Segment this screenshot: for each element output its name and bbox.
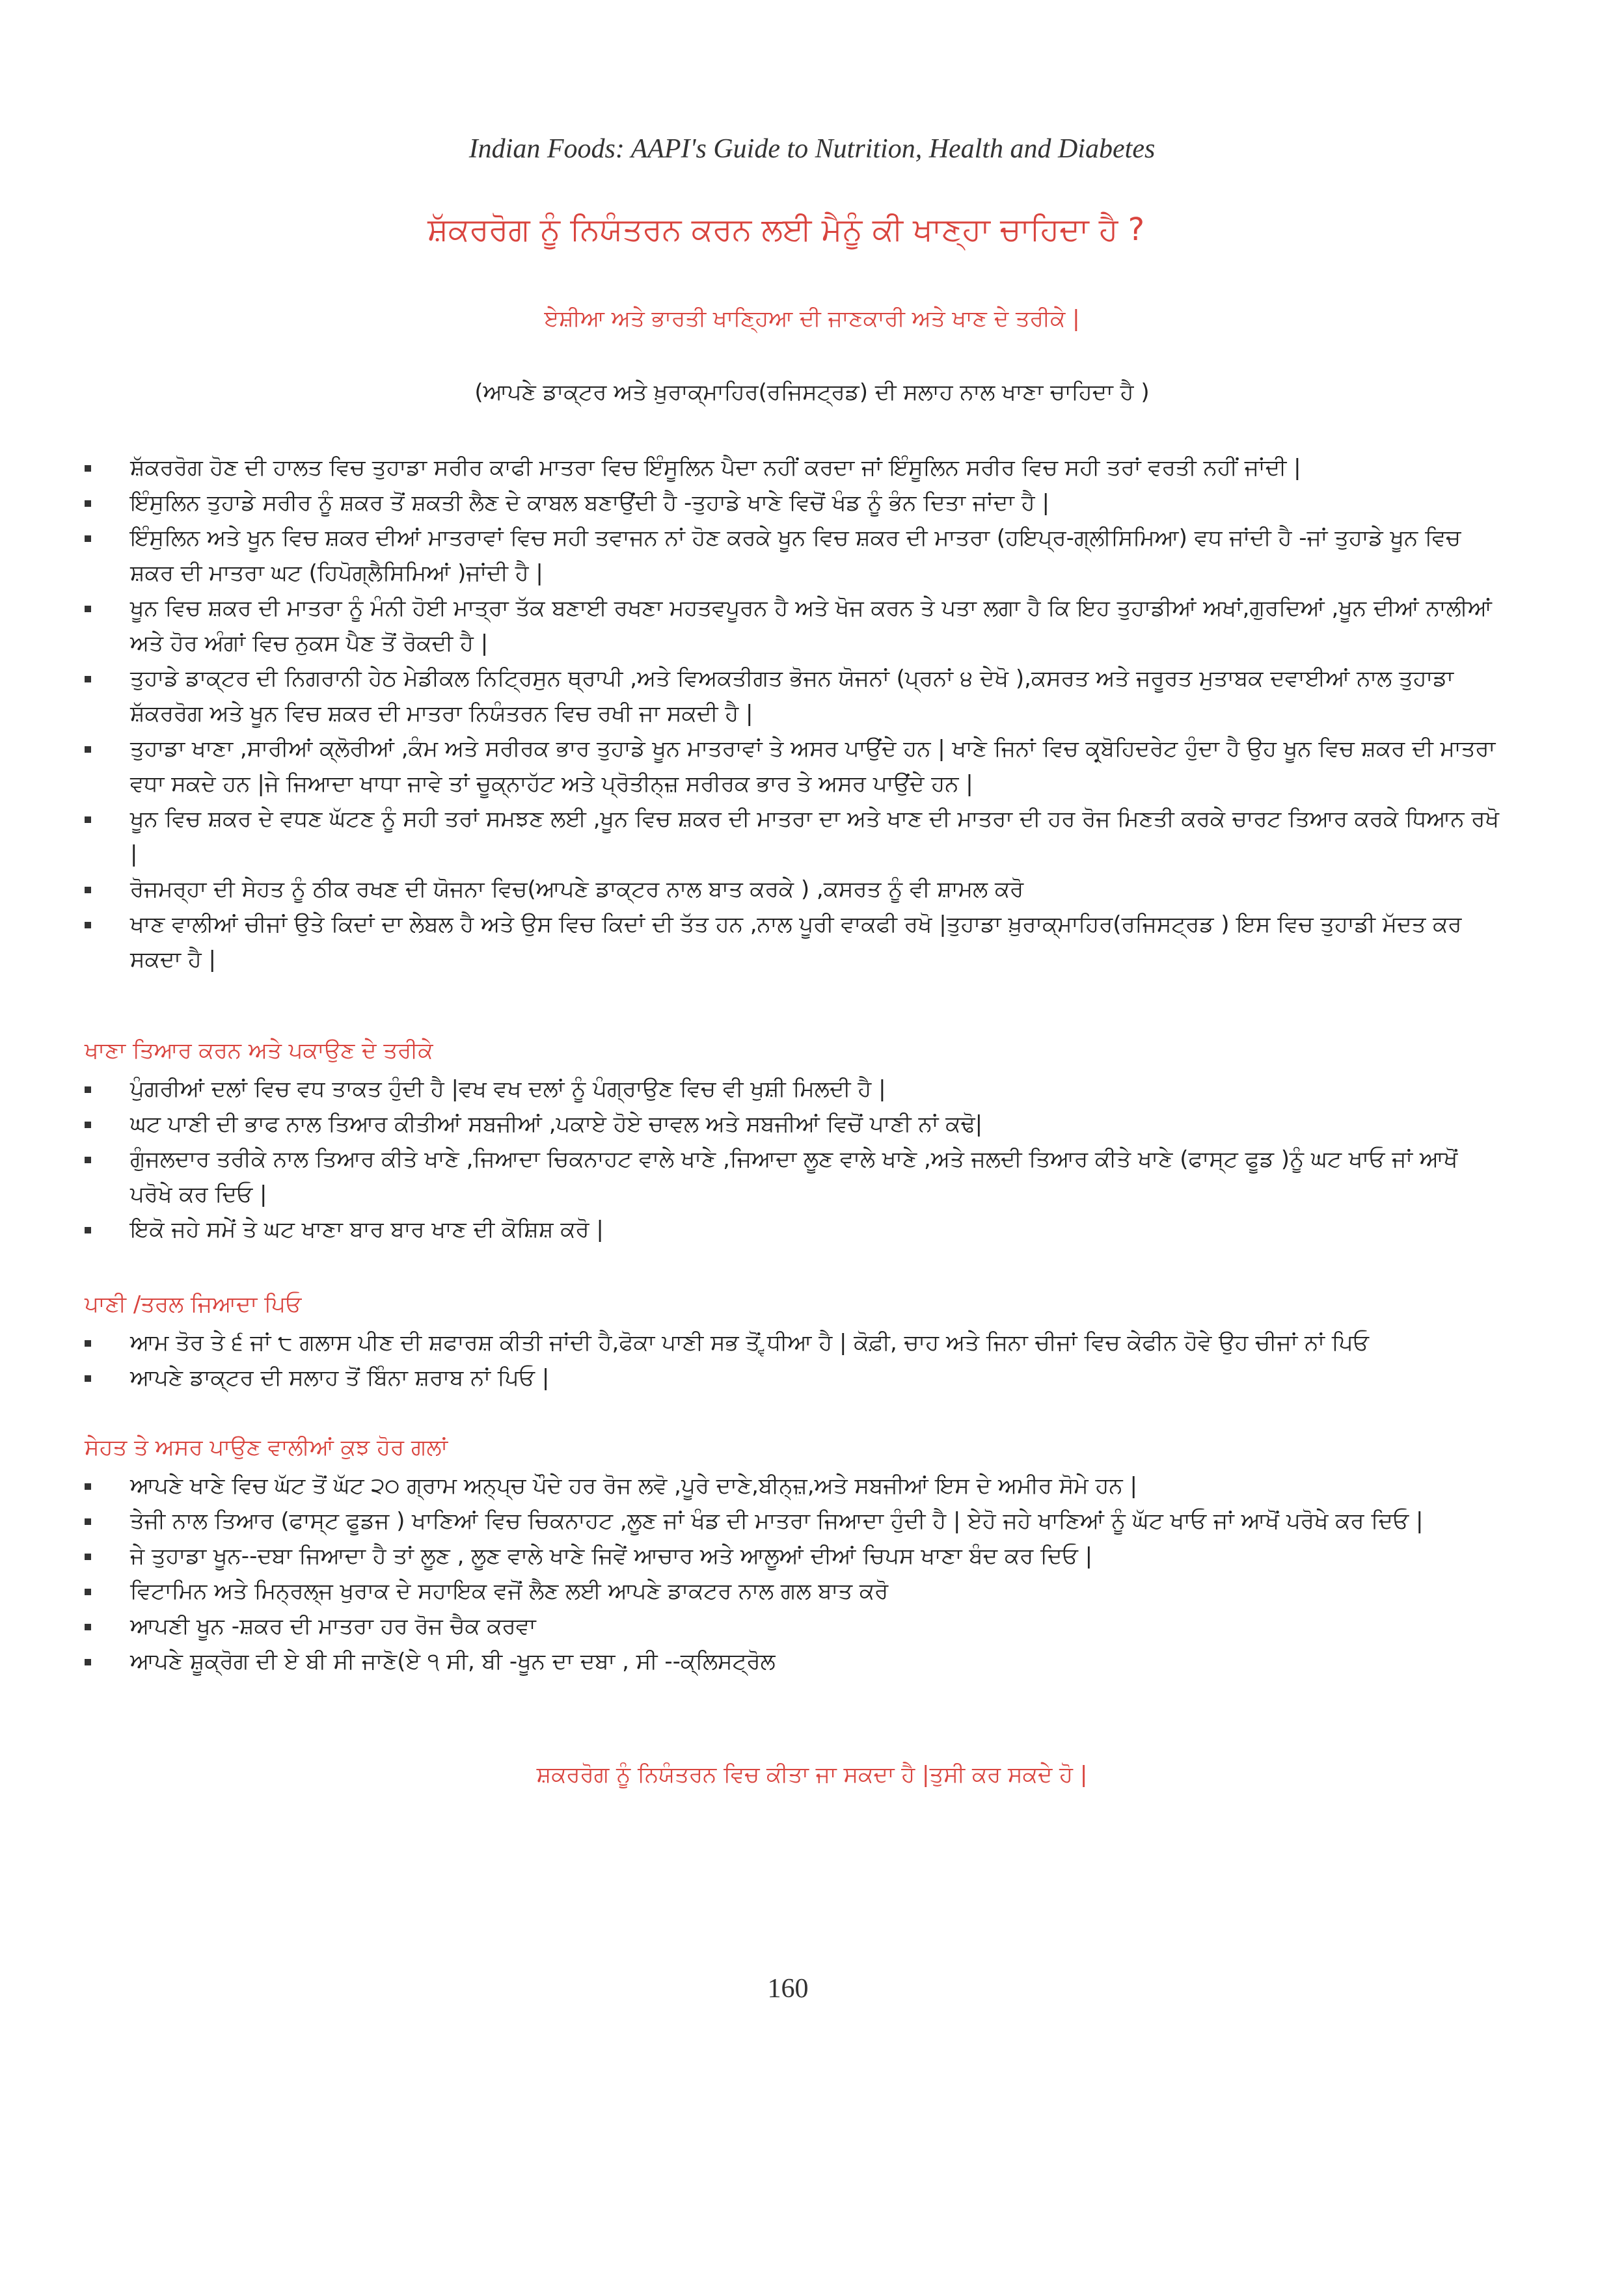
list-item-text: ਤੁਹਾਡੇ ਡਾਕ੍ਟਰ ਦੀ ਨਿਗਰਾਨੀ ਹੇਠ ਮੇਡੀਕਲ ਨਿਟ੍ਰਿਸੁਨ ਥ੍ਰਾਪੀ ,ਅਤੇ ਵਿਅਕਤੀਗਤ ਭੋਜਨ ਯੋਜਨਾਂ (ਪ੍ਰਨਾਂ ੪ ਦੇਖੋ ),ਕਸਰਤ ਅਤੇ ਜਰੂਰਤ ਮੁਤਾਬਕ ਦਵਾਈਆਂ ਨਾਲ ਤੁਹਾਡਾ ਸ਼ੱਕਰਰੋਗ ਅਤੇ ਖੂਨ ਵਿਚ ਸ਼ਕਰ ਦੀ ਮਾਤਰਾ ਨਿਯੰਤਰਨ ਵਿਚ ਰਖੀ ਜਾ ਸਕਦੀ ਹੈ | [130, 666, 1454, 727]
bullet-marker [85, 1659, 91, 1665]
list-item [85, 1107, 1503, 1142]
bullet-marker [85, 1483, 91, 1490]
list-item-text: ਰੋਜਮਰ੍ਹਾ ਦੀ ਸੇਹਤ ਨੂੰ ਠੀਕ ਰਖਣ ਦੀ ਯੋਜਨਾ ਵਿਚ(ਆਪਣੇ ਡਾਕ੍ਟਰ ਨਾਲ ਬਾਤ ਕਰਕੇ ) ,ਕਸਰਤ ਨੂੰ ਵੀ ਸ਼ਾਮਲ ਕਰੋ [130, 876, 1024, 902]
cooking-list-block [85, 1071, 1503, 1247]
list-item-text: ਜੇ ਤੁਹਾਡਾ ਖੂਨ--ਦਬਾ ਜਿਆਦਾ ਹੈ ਤਾਂ ਲੂਣ , ਲੂਣ ਵਾਲੇ ਖਾਣੇ ਜਿਵੇਂ ਆਚਾਰ ਅਤੇ ਆਲੂਆਂ ਦੀਆਂ ਚਿਪਸ ਖਾਣਾ ਬੰਦ ਕਰ ਦਿਓ | [130, 1543, 1093, 1569]
running-head: Indian Foods: AAPI's Guide to Nutrition, Health and Diabetes [468, 134, 1156, 164]
bullet-marker [85, 465, 91, 472]
bullet-marker [85, 746, 91, 753]
bullet-marker [85, 1589, 91, 1595]
bullet-marker [85, 1157, 91, 1163]
list-item-text: ਵਿਟਾਮਿਨ ਅਤੇ ਮਿਨ੍ਰਲ੍ਜ ਖੁਰਾਕ ਦੇ ਸਹਾਇਕ ਵਜੋਂ ਲੈਣ ਲਈ ਆਪਣੇ ਡਾਕਟਰ ਨਾਲ ਗਲ ਬਾਤ ਕਰੋ [130, 1578, 889, 1604]
page-title: ਸ਼ੱਕਰਰੋਗ ਨੂੰ ਨਿਯੰਤਰਨ ਕਰਨ ਲਈ ਮੈਨੂੰ ਕੀ ਖਾਣ੍ਹਾ ਚਾਹਿਦਾ ਹੈ ? [427, 211, 1145, 248]
bullet-marker [85, 676, 91, 682]
bullet-marker [85, 1086, 91, 1093]
list-item-text: ਗੁੰਜਲਦਾਰ ਤਰੀਕੇ ਨਾਲ ਤਿਆਰ ਕੀਤੇ ਖਾਣੇ ,ਜਿਆਦਾ ਚਿਕਨਾਹਟ ਵਾਲੇ ਖਾਣੇ ,ਜਿਆਦਾ ਲੂਣ ਵਾਲੇ ਖਾਣੇ ,ਅਤੇ ਜਲਦੀ ਤਿਆਰ ਕੀਤੇ ਖਾਣੇ (ਫਾਸ੍ਟ ਫੂਡ )ਨੂੰ ਘਟ ਖਾਓ ਜਾਂ ਆਖੋਂ ਪਰੋਖੇ ਕਰ ਦਿਓ | [130, 1146, 1458, 1207]
list-item-text: ਤੁਹਾਡਾ ਖਾਣਾ ,ਸਾਰੀਆਂ ਕ੍ਲੋਰੀਆਂ ,ਕੰਮ ਅਤੇ ਸਰੀਰਕ ਭਾਰ ਤੁਹਾਡੇ ਖੂਨ ਮਾਤਰਾਵਾਂ ਤੇ ਅਸਰ ਪਾਉਂਦੇ ਹਨ | ਖਾਣੇ ਜਿਨਾਂ ਵਿਚ ਕਰ੍ਬੋਹਿਦਰੇਟ ਹੁੰਦਾ ਹੈ ਉਹ ਖੂਨ ਵਿਚ ਸ਼ਕਰ ਦੀ ਮਾਤਰਾ ਵਧਾ ਸਕਦੇ ਹਨ |ਜੇ ਜਿਆਦਾ ਖਾਧਾ ਜਾਵੇ ਤਾਂ ਚੂਕ੍ਨਾਹੱਟ ਅਤੇ ਪ੍ਰੋਤੀਨ੍ਜ਼ ਸਰੀਰਕ ਭਾਰ ਤੇ ਅਸਰ ਪਾਉਂਦੇ ਹਨ | [130, 736, 1496, 797]
water-bullet-list [85, 1325, 1503, 1395]
list-item-text: ਇੰਸੁਲਿਨ ਅਤੇ ਖੂਨ ਵਿਚ ਸ਼ਕਰ ਦੀਆਂ ਮਾਤਰਾਵਾਂ ਵਿਚ ਸਹੀ ਤਵਾਜਨ ਨਾਂ ਹੋਣ ਕਰਕੇ ਖੂਨ ਵਿਚ ਸ਼ਕਰ ਦੀ ਮਾਤਰਾ (ਹਇਪ੍ਰ-ਗ੍ਲੀਸਿਮਿਆ) ਵਧ ਜਾਂਦੀ ਹੈ -ਜਾਂ ਤੁਹਾਡੇ ਖੂਨ ਵਿਚ ਸ਼ਕਰ ਦੀ ਮਾਤਰਾ ਘਟ (ਹਿਪੋਗ੍ਲੈਸਿਮਿਆਂ )ਜਾਂਦੀ ਹੈ | [130, 525, 1461, 586]
bullet-marker [85, 922, 91, 928]
list-item [85, 520, 1503, 591]
list-item-text: ਖੂਨ ਵਿਚ ਸ਼ਕਰ ਦੀ ਮਾਤਰਾ ਨੂੰ ਮੰਨੀ ਹੋਈ ਮਾਤ੍ਰਾ ਤੱਕ ਬਣਾਈ ਰਖਣਾ ਮਹਤਵਪੂਰਨ ਹੈ ਅਤੇ ਖੋਜ ਕਰਨ ਤੇ ਪਤਾ ਲਗਾ ਹੈ ਕਿ ਇਹ ਤੁਹਾਡੀਆਂ ਅਖਾਂ,ਗੁਰਦਿਆਂ ,ਖੂਨ ਦੀਆਂ ਨਾਲੀਆਂ ਅਤੇ ਹੋਰ ਅੰਗਾਂ ਵਿਚ ਨੁਕਸ ਪੈਣ ਤੋਂ ਰੋਕਦੀ ਹੈ | [130, 595, 1492, 656]
bullet-marker [85, 1554, 91, 1560]
health-list-block [85, 1468, 1503, 1679]
list-item [85, 907, 1503, 977]
list-item-text: ਆਪਣੇ ਸ਼ੂਕ੍ਰੋਗ ਦੀ ਏ ਬੀ ਸੀ ਜਾਣੋ(ਏ ੧ ਸੀ, ਬੀ -ਖੂਨ ਦਾ ਦਬਾ , ਸੀ --ਕ੍ਲਿਸਟ੍ਰੋਲ [130, 1649, 776, 1675]
bullet-marker [85, 1227, 91, 1233]
list-item-text: ਆਪਣੇ ਖਾਣੇ ਵਿਚ ਘੱਟ ਤੋਂ ਘੱਟ ੨੦ ਗ੍ਰਾਮ ਅਨ੍ਪ੍ਚ ਪੌਦੇ ਹਰ ਰੋਜ ਲਵੋ ,ਪੂਰੇ ਦਾਣੇ,ਬੀਨ੍ਜ਼,ਅਤੇ ਸਬਜੀਆਂ ਇਸ ਦੇ ਅਮੀਰ ਸੋਮੇ ਹਨ | [130, 1473, 1137, 1499]
list-item-text: ਇਕੋ ਜਹੇ ਸਮੇਂ ਤੇ ਘਟ ਖਾਣਾ ਬਾਰ ਬਾਰ ਖਾਣ ਦੀ ਕੋਸ਼ਿਸ਼ ਕਰੋ | [130, 1217, 604, 1243]
section-heading-water: ਪਾਣੀ /ਤਰਲ ਜਿਆਦਾ ਪਿਓ [85, 1291, 302, 1317]
list-item [85, 801, 1503, 872]
bullet-marker [85, 1340, 91, 1347]
intro-bullet-list [85, 450, 1503, 977]
list-item [85, 1644, 1503, 1679]
list-item [85, 485, 1503, 520]
list-item-text: ਇੰਸੁਲਿਨ ਤੁਹਾਡੇ ਸਰੀਰ ਨੂੰ ਸ਼ਕਰ ਤੋਂ ਸ਼ਕਤੀ ਲੈਣ ਦੇ ਕਾਬਲ ਬਣਾਉਂਦੀ ਹੈ -ਤੁਹਾਡੇ ਖਾਣੇ ਵਿਚੋਂ ਖੰਡ ਨੂੰ ਭੰਨ ਦਿਤਾ ਜਾਂਦਾ ਹੈ | [130, 490, 1049, 516]
list-item-text: ਖਾਣ ਵਾਲੀਆਂ ਚੀਜਾਂ ਉਤੇ ਕਿਦਾਂ ਦਾ ਲੇਬਲ ਹੈ ਅਤੇ ਉਸ ਵਿਚ ਕਿਦਾਂ ਦੀ ਤੱਤ ਹਨ ,ਨਾਲ ਪੂਰੀ ਵਾਕਫੀ ਰਖੋ |ਤੁਹਾਡਾ ਖ਼ੁਰਾਕ੍ਮਾਹਿਰ(ਰਜਿਸਟ੍ਰਡ ) ਇਸ ਵਿਚ ਤੁਹਾਡੀ ਮੱਦਤ ਕਰ ਸਕਦਾ ਹੈ | [130, 911, 1462, 973]
list-item-text: ਆਪਣੀ ਖੂਨ -ਸ਼ਕਰ ਦੀ ਮਾਤਰਾ ਹਰ ਰੋਜ ਚੈਕ ਕਰਵਾ [130, 1613, 536, 1639]
intro-list-block [85, 450, 1503, 977]
page-number: 160 [767, 1974, 809, 2004]
list-item [85, 1539, 1503, 1574]
section-heading-cooking: ਖਾਣਾ ਤਿਆਰ ਕਰਨ ਅਤੇ ਪਕਾਉਣ ਦੇ ਤਰੀਕੇ [85, 1038, 433, 1064]
list-item [85, 1071, 1503, 1107]
water-list-block [85, 1325, 1503, 1395]
list-item [85, 1574, 1503, 1609]
bullet-marker [85, 1375, 91, 1382]
list-item-text: ਪੁੰਗਰੀਆਂ ਦਲਾਂ ਵਿਚ ਵਧ ਤਾਕਤ ਹੁੰਦੀ ਹੈ |ਵਖ ਵਖ ਦਲਾਂ ਨੂੰ ਪੰਗ੍ਰਾਉਣ ਵਿਚ ਵੀ ਖੁਸ਼ੀ ਮਿਲਦੀ ਹੈ | [130, 1076, 886, 1102]
list-item-text: ਆਮ ਤੋਰ ਤੇ ੬ ਜਾਂ ੮ ਗਲਾਸ ਪੀਣ ਦੀ ਸ਼ਫਾਰਸ਼ ਕੀਤੀ ਜਾਂਦੀ ਹੈ,ਫੋਕਾ ਪਾਣੀ ਸਭ ਤੋਂ ਵ੍ਧੀਆ ਹੈ | ਕੋਫ਼ੀ, ਚਾਹ ਅਤੇ ਜਿਨਾ ਚੀਜਾਂ ਵਿਚ ਕੇਫੀਨ ਹੋਵੇ ਉਹ ਚੀਜਾਂ ਨਾਂ ਪਿਓ [130, 1330, 1370, 1356]
list-item [85, 1609, 1503, 1644]
list-item [85, 661, 1503, 731]
health-bullet-list [85, 1468, 1503, 1679]
list-item [85, 1325, 1503, 1360]
list-item [85, 1360, 1503, 1395]
bullet-marker [85, 1518, 91, 1525]
list-item [85, 591, 1503, 661]
list-item [85, 450, 1503, 485]
bullet-marker [85, 1122, 91, 1128]
section-heading-health: ਸੇਹਤ ਤੇ ਅਸਰ ਪਾਉਣ ਵਾਲੀਆਂ ਕੁਝ ਹੋਰ ਗਲਾਂ [85, 1435, 448, 1461]
bullet-marker [85, 816, 91, 823]
list-item-text: ਸ਼ੱਕਰਰੋਗ ਹੋਣ ਦੀ ਹਾਲਤ ਵਿਚ ਤੁਹਾਡਾ ਸਰੀਰ ਕਾਫੀ ਮਾਤਰਾ ਵਿਚ ਇੰਸੂਲਿਨ ਪੈਦਾ ਨਹੀਂ ਕਰਦਾ ਜਾਂ ਇੰਸੂਲਿਨ ਸਰੀਰ ਵਿਚ ਸਹੀ ਤਰਾਂ ਵਰਤੀ ਨਹੀਂ ਜਾਂਦੀ | [130, 455, 1301, 481]
list-item [85, 1503, 1503, 1539]
list-item [85, 1212, 1503, 1247]
closing-statement: ਸ਼ਕਰਰੋਗ ਨੂੰ ਨਿਯੰਤਰਨ ਵਿਚ ਕੀਤਾ ਜਾ ਸਕਦਾ ਹੈ |ਤੁਸੀ ਕਰ ਸਕਦੇ ਹੋ | [536, 1762, 1088, 1788]
bullet-marker [85, 606, 91, 612]
list-item-text: ਆਪਣੇ ਡਾਕ੍ਟਰ ਦੀ ਸਲਾਹ ਤੋਂ ਬਿੰਨਾ ਸ਼ਰਾਬ ਨਾਂ ਪਿਓ | [130, 1365, 550, 1391]
bullet-marker [85, 887, 91, 893]
bullet-marker [85, 1624, 91, 1630]
bullet-marker [85, 535, 91, 542]
bullet-marker [85, 500, 91, 507]
list-item [85, 1468, 1503, 1503]
list-item-text: ਖੂਨ ਵਿਚ ਸ਼ਕਰ ਦੇ ਵਧਣ ਘੱਟਣ ਨੂੰ ਸਹੀ ਤਰਾਂ ਸਮਝਣ ਲਈ ,ਖੂਨ ਵਿਚ ਸ਼ਕਰ ਦੀ ਮਾਤਰਾ ਦਾ ਅਤੇ ਖਾਣ ਦੀ ਮਾਤਰਾ ਦੀ ਹਰ ਰੋਜ ਮਿਣਤੀ ਕਰਕੇ ਚਾਰਟ ਤਿਆਰ ਕਰਕੇ ਧਿਆਨ ਰਖੋ | [130, 806, 1500, 867]
advice-note: (ਆਪਣੇ ਡਾਕ੍ਟਰ ਅਤੇ ਖ਼ੁਰਾਕ੍ਮਾਹਿਰ(ਰਜਿਸਟ੍ਰਡ) ਦੀ ਸਲਾਹ ਨਾਲ ਖਾਣਾ ਚਾਹਿਦਾ ਹੈ ) [474, 379, 1150, 405]
list-item [85, 1142, 1503, 1212]
list-item-text: ਘਟ ਪਾਣੀ ਦੀ ਭਾਫ ਨਾਲ ਤਿਆਰ ਕੀਤੀਆਂ ਸਬਜੀਆਂ ,ਪਕਾਏ ਹੋਏ ਚਾਵਲ ਅਤੇ ਸਬਜੀਆਂ ਵਿਚੋਂ ਪਾਣੀ ਨਾਂ ਕਢੋ| [130, 1111, 983, 1137]
page-subtitle: ਏਸ਼ੀਆ ਅਤੇ ਭਾਰਤੀ ਖਾਣ੍ਹਿਆ ਦੀ ਜਾਣਕਾਰੀ ਅਤੇ ਖਾਣ ਦੇ ਤਰੀਕੇ | [544, 306, 1080, 332]
cooking-bullet-list [85, 1071, 1503, 1247]
list-item [85, 872, 1503, 907]
list-item [85, 731, 1503, 801]
list-item-text: ਤੇਜੀ ਨਾਲ ਤਿਆਰ (ਫਾਸ੍ਟ ਫੂਡਜ ) ਖਾਣਿਆਂ ਵਿਚ ਚਿਕਨਾਹਟ ,ਲੂਣ ਜਾਂ ਖੰਡ ਦੀ ਮਾਤਰਾ ਜਿਆਦਾ ਹੁੰਦੀ ਹੈ | ਏਹੋ ਜਹੇ ਖਾਣਿਆਂ ਨੂੰ ਘੱਟ ਖਾਓ ਜਾਂ ਆਖੋਂ ਪਰੋਖੇ ਕਰ ਦਿਓ | [130, 1508, 1424, 1534]
